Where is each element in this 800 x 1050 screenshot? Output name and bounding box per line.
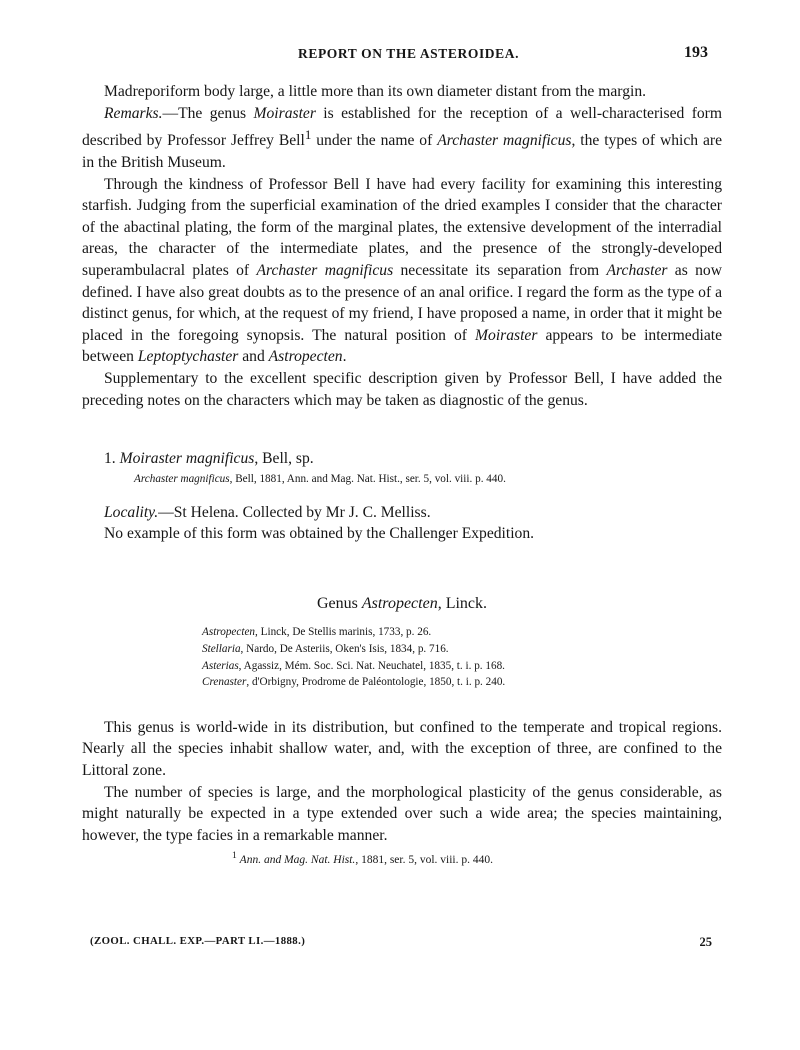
species-heading: 1. Moiraster magnificus, Bell, sp. [104, 450, 314, 468]
species-name: Moiraster magnificus [119, 450, 255, 468]
no-example-line: No example of this form was obtained by the Challenger Expedition. [104, 525, 535, 543]
synonym-entry: Stellaria, Nardo, De Asteriis, Oken's Isis, 1834, p. 716. [202, 643, 449, 656]
paragraph-supplementary: Supplementary to the excellent specific description given by Professor Bell, I have added the preceding notes on the characters which may be taken as diagnostic of the genus. [82, 369, 722, 409]
locality-label: Locality. [104, 503, 159, 521]
footer-sheet-number: 25 [699, 935, 712, 949]
paragraph-distribution: This genus is world-wide in its distribution, but confined to the temperate and tropical regions. Nearly all the species inhabit shallow water, and, with the exception of three, are confined to the Littoral zone. [82, 718, 722, 780]
paragraph-madreporiform: Madreporiform body large, a little more than its own diameter distant from the margin. [104, 83, 647, 100]
running-title: REPORT ON THE ASTEROIDEA. [298, 46, 520, 61]
footnote-marker: 1 [304, 127, 312, 143]
paragraph-species-count: The number of species is large, and the morphological plasticity of the genus considerable, as might naturally be expected in a type extended over such a wide area; the species maintaining, however, the type facies in a remarkable manner. [82, 783, 722, 844]
locality-line: Locality.—St Helena. Collected by Mr J. C. Melliss. [104, 503, 431, 521]
synonymy-list [82, 624, 722, 690]
paragraph-remarks: Remarks.—The genus Moiraster is established for the reception of a well-characterised form described by Professor Jeffrey Bell$^1$ under the name of Archaster magnificus, the types of which are in the British Museum. [82, 104, 723, 171]
synonym-entry: Astropecten, Linck, De Stellis marinis, 1733, p. 26. [202, 626, 432, 639]
page-number: 193 [684, 44, 708, 61]
main-text [82, 81, 722, 868]
footer-signature: (ZOOL. CHALL. EXP.—PART LI.—1888.) [90, 935, 306, 947]
synonym-entry: Asterias, Agassiz, Mém. Soc. Sci. Nat. Neuchatel, 1835, t. i. p. 168. [202, 659, 505, 672]
footnote: $^1$ Ann. and Mag. Nat. Hist., 1881, ser. 5, vol. viii. p. 440. [232, 850, 493, 867]
species-reference: Archaster magnificus, Bell, 1881, Ann. and Mag. Nat. Hist., ser. 5, vol. viii. p. 440. [134, 472, 506, 485]
paragraph-examination: Through the kindness of Professor Bell I have had every facility for examining this interesting starfish. Judging from the superficial examination of the dried examples I consider that the character of the abactinal plating, the form of the marginal plates, the extensive development of the interradial areas, the character of the intermediate plates, and the presence of the strongly-developed superambulacral plates of Archaster magnificus necessitate its separation from Archaster as now defined. I have also great doubts as to the presence of an anal orifice. I regard the form as the type of a distinct genus, for which, at the request of my friend, I have proposed a name, in order that it might be placed in the foregoing synopsis. The natural position of Moiraster appears to be intermediate between Leptoptychaster and Astropecten. [82, 175, 723, 366]
genus-heading: Genus Astropecten, Linck. [316, 594, 488, 612]
synonym-entry: Crenaster, d'Orbigny, Prodrome de Paléontologie, 1850, t. i. p. 240. [202, 676, 506, 689]
remarks-label: Remarks. [104, 104, 163, 122]
